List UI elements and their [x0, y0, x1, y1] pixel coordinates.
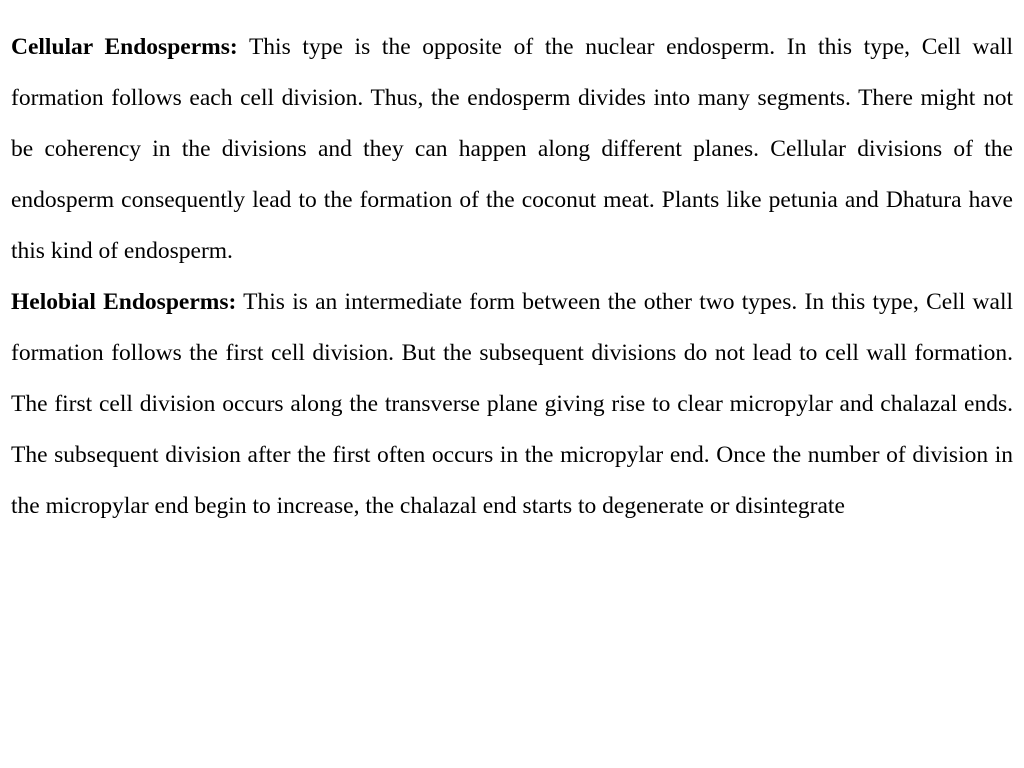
text-helobial-endosperms: This is an intermediate form between the other two types. In this type, Cell wall formation follows the first cell division. But the subsequent divisions do not lead to cell wall formation. The first cell division occurs along the transverse plane giving rise to clear micropylar and chalazal ends. The subsequent division after the first often occurs in the micropylar end. Once the number of division in the micropylar end begin to increase, the chalazal end starts to degenerate or disintegrate [11, 289, 1013, 519]
paragraph-cellular-endosperms [11, 22, 1013, 277]
term-cellular-endosperms: Cellular Endosperms: [11, 34, 238, 60]
term-helobial-endosperms: Helobial Endosperms: [11, 289, 237, 315]
paragraph-helobial-endosperms [11, 277, 1013, 532]
text-cellular-endosperms: This type is the opposite of the nuclear endosperm. In this type, Cell wall formation follows each cell division. Thus, the endosperm divides into many segments. There might not be coherency in the divisions and they can happen along different planes. Cellular divisions of the endosperm consequently lead to the formation of the coconut meat. Plants like petunia and Dhatura have this kind of endosperm. [11, 34, 1013, 264]
document-page [11, 22, 1013, 532]
